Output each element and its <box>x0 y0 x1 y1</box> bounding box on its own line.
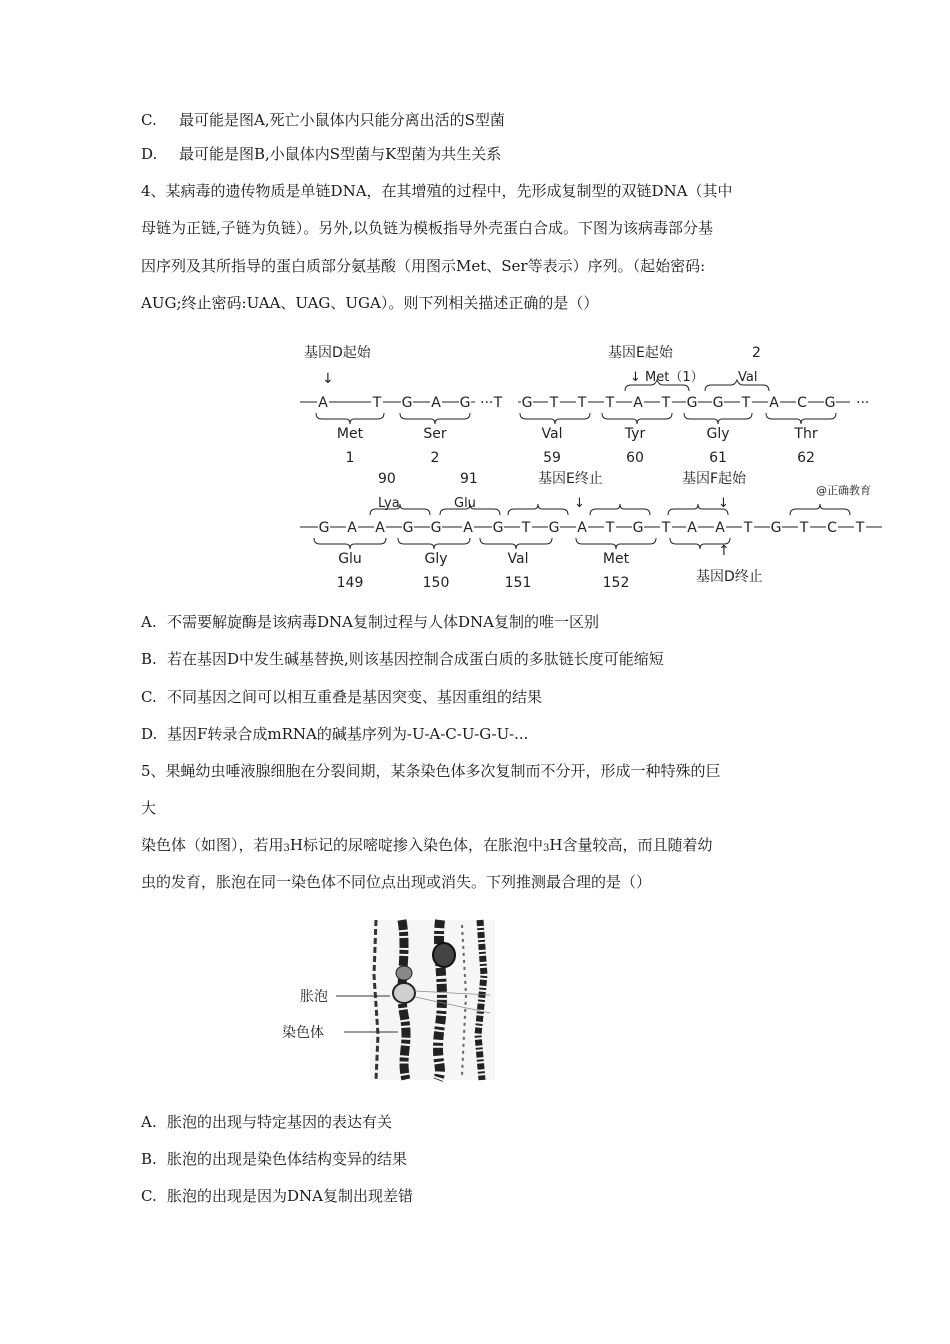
gene-sequence-figure <box>290 335 910 590</box>
option-label: A. <box>141 1113 157 1131</box>
codon-brace <box>400 413 470 424</box>
base: T <box>661 520 671 536</box>
base: T <box>741 395 751 411</box>
base: G <box>318 520 330 536</box>
position-number: 60 <box>626 450 644 466</box>
base: G <box>548 520 560 536</box>
gene-d-end-label: 基因D终止 <box>696 569 763 585</box>
codon-brace <box>398 538 470 549</box>
base: T <box>372 395 382 411</box>
base: A <box>715 520 725 536</box>
amino-acid: Ser <box>423 426 447 442</box>
val-top-label: Val <box>738 370 758 385</box>
position-number: 59 <box>543 450 561 466</box>
gene-d-start-label: 基因D起始 <box>304 345 371 361</box>
q4-option-c <box>141 687 542 707</box>
amino-acid: Glu <box>338 551 362 567</box>
amino-acid: Met <box>602 551 630 567</box>
row2-amino-acids <box>338 551 629 567</box>
option-text: 胀泡的出现是染色体结构变异的结果 <box>167 1150 408 1168</box>
position-number: 1 <box>345 450 355 466</box>
ellipsis-1: ··· <box>480 395 494 411</box>
position-number: 61 <box>709 450 727 466</box>
row2-bottom-braces <box>314 538 730 549</box>
puff-label: 胀泡 <box>300 989 328 1005</box>
gene-e-end-label: 基因E终止 <box>538 471 603 487</box>
watermark: @正确教育 <box>816 484 871 497</box>
q5-stem-line-1: 5、果蝇幼虫唾液腺细胞在分裂间期，某条染色体多次复制而不分开，形成一种特殊的巨 <box>141 762 721 780</box>
position-number: 150 <box>422 575 450 590</box>
codon-brace <box>520 413 590 424</box>
base: T <box>799 520 809 536</box>
codon-brace-top <box>508 504 568 515</box>
option-text: 最可能是图B,小鼠体内S型菌与K型菌为共生关系 <box>179 145 502 163</box>
amino-acid: Tyr <box>624 426 646 442</box>
option-label: A. <box>141 613 157 631</box>
q5-stem-line-3: 染色体（如图），若用3H标记的尿嘧啶掺入染色体，在胀泡中3H含量较高，而且随着幼 <box>141 836 713 854</box>
row1-numbers <box>346 450 815 466</box>
base: A <box>769 395 779 411</box>
option-text: 不同基因之间可以相互重叠是基因突变、基因重组的结果 <box>167 688 543 706</box>
lya-label: Lya <box>378 496 400 511</box>
base: T <box>743 520 753 536</box>
q5-option-b <box>141 1149 407 1169</box>
glu-top-label: Glu <box>454 496 476 511</box>
option-label: C. <box>141 111 157 129</box>
base: C <box>797 395 807 411</box>
base: A <box>463 520 473 536</box>
label-91: 91 <box>460 471 478 487</box>
option-text: 最可能是图A,死亡小鼠体内只能分离出活的S型菌 <box>179 111 505 129</box>
position-number: 62 <box>797 450 815 466</box>
row1-amino-acids <box>337 426 818 442</box>
gene-f-start-label: 基因F起始 <box>682 471 747 487</box>
codon-brace <box>480 538 552 549</box>
base: G <box>492 520 504 536</box>
position-number: 149 <box>336 575 364 590</box>
base: A <box>687 520 697 536</box>
q4-stem-line-1: 4、某病毒的遗传物质是单链DNA，在其增殖的过程中，先形成复制型的双链DNA（其中 <box>141 182 733 200</box>
base: A <box>347 520 357 536</box>
down-arrow-f-start: ↓ <box>718 496 729 511</box>
amino-acid: Val <box>507 551 529 567</box>
option-label: C. <box>141 688 157 706</box>
codon-brace <box>314 538 386 549</box>
option-text: 若在基因D中发生碱基替换,则该基因控制合成蛋白质的多肽链长度可能缩短 <box>167 650 664 668</box>
codon-brace <box>576 538 656 549</box>
base: G <box>521 395 533 411</box>
amino-acid: Val <box>541 426 563 442</box>
label-90: 90 <box>378 471 396 487</box>
base: T <box>549 395 559 411</box>
option-label: D. <box>141 145 158 163</box>
met1-label: ↓ Met（1） <box>630 370 704 385</box>
q5-option-c <box>141 1186 413 1206</box>
chromosome-micrograph <box>280 915 500 1085</box>
base: T <box>661 395 671 411</box>
q4-stem-line-4: AUG;终止密码:UAA、UAG、UGA）。则下列相关描述正确的是（） <box>141 294 599 312</box>
position-number: 152 <box>602 575 630 590</box>
base: G <box>402 520 414 536</box>
base: G <box>430 520 442 536</box>
base: G <box>770 520 782 536</box>
position-number: 2 <box>430 450 440 466</box>
base: T <box>521 520 531 536</box>
base: A <box>633 395 643 411</box>
option-text: 胀泡的出现与特定基因的表达有关 <box>167 1113 393 1131</box>
base: A <box>375 520 385 536</box>
option-label: B. <box>141 1150 157 1168</box>
amino-acid: Met <box>336 426 364 442</box>
codon-brace <box>766 413 836 424</box>
row1-bottom-braces <box>316 413 836 424</box>
base: G <box>712 395 724 411</box>
base: C <box>827 520 837 536</box>
option-text: 胀泡的出现是因为DNA复制出现差错 <box>167 1187 413 1205</box>
codon-brace-top <box>790 504 850 515</box>
q4-option-a <box>141 612 599 632</box>
up-arrow-d-end: ↑ <box>718 543 730 559</box>
option-label: B. <box>141 650 157 668</box>
base: G <box>824 395 836 411</box>
chromosome-label: 染色体 <box>282 1025 324 1041</box>
option-label: D. <box>141 725 158 743</box>
down-arrow-d: ↓ <box>322 371 334 387</box>
amino-acid: Gly <box>424 551 448 567</box>
option-label: C. <box>141 1187 157 1205</box>
q5-stem-line-4: 虫的发育，胀泡在同一染色体不同位点出现或消失。下列推测最合理的是（） <box>141 873 652 891</box>
base: G <box>686 395 698 411</box>
q5-stem-line-2: 大 <box>141 799 157 817</box>
base: G <box>401 395 413 411</box>
base: A <box>431 395 441 411</box>
q4-option-d <box>141 724 528 744</box>
amino-acid: Thr <box>794 426 818 442</box>
codon-brace <box>602 413 672 424</box>
base: A <box>318 395 328 411</box>
base: T <box>605 395 615 411</box>
q5-option-a <box>141 1112 392 1132</box>
base: A <box>577 520 587 536</box>
codon-brace-top <box>590 504 650 515</box>
base: G <box>632 520 644 536</box>
base: G <box>459 395 471 411</box>
prev-option-d <box>141 144 501 164</box>
brace-val2 <box>705 380 769 391</box>
q4-stem-line-3: 因序列及其所指导的蛋白质部分氨基酸（用图示Met、Ser等表示）序列。（起始密码: <box>141 257 706 275</box>
prev-option-c <box>141 110 505 130</box>
base: T <box>493 395 503 411</box>
ellipsis-2: ··· <box>856 395 870 411</box>
row2-top-braces <box>370 504 850 515</box>
down-arrow-e-end: ↓ <box>574 496 585 511</box>
base: T <box>577 395 587 411</box>
label-2: 2 <box>752 345 761 361</box>
row2-numbers <box>337 575 630 590</box>
codon-brace <box>316 413 384 424</box>
base: T <box>855 520 865 536</box>
q4-option-b <box>141 649 664 669</box>
q4-stem-line-2: 母链为正链,子链为负链）。另外,以负链为模板指导外壳蛋白合成。下图为该病毒部分基 <box>141 219 714 237</box>
gene-e-start-label: 基因E起始 <box>608 345 673 361</box>
option-text: 不需要解旋酶是该病毒DNA复制过程与人体DNA复制的唯一区别 <box>167 613 599 631</box>
base: T <box>605 520 615 536</box>
codon-brace <box>684 413 752 424</box>
amino-acid: Gly <box>706 426 730 442</box>
option-text: 基因F转录合成mRNA的碱基序列为-U-A-C-U-G-U-... <box>167 725 529 743</box>
position-number: 151 <box>504 575 532 590</box>
micrograph-image <box>336 920 495 1080</box>
